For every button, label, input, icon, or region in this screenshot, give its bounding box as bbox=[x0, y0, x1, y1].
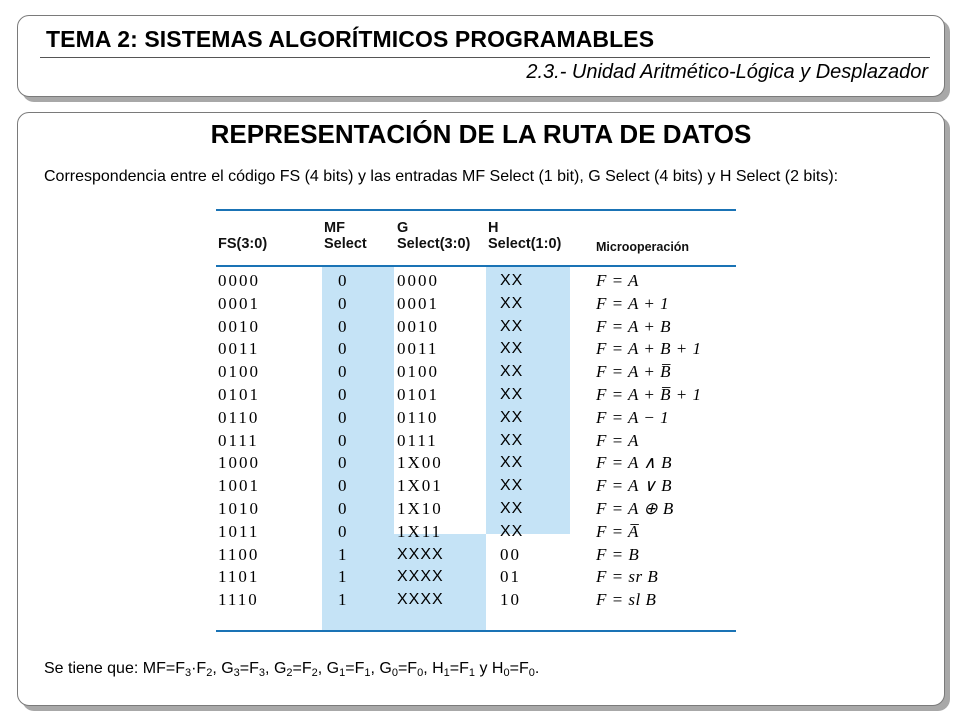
cell-mf: 0 bbox=[338, 521, 349, 541]
cell-mf: 0 bbox=[338, 362, 349, 382]
cell-mf: 0 bbox=[338, 293, 349, 313]
cell-fs: 1010 bbox=[218, 499, 260, 518]
cell-micro: F = A̅ bbox=[596, 521, 639, 541]
header-divider bbox=[40, 57, 930, 58]
cell-fs: 0110 bbox=[218, 407, 260, 427]
cell-fs: 0000 bbox=[218, 271, 260, 290]
cell-fs: 0101 bbox=[218, 385, 260, 404]
cell-h: XX bbox=[500, 294, 524, 312]
cell-h: XX bbox=[500, 522, 524, 540]
cell-fs: 1000 bbox=[218, 453, 260, 473]
cell-g: 0111 bbox=[397, 430, 438, 450]
cell-fs: 0011 bbox=[218, 339, 260, 359]
cell-g: 1X11 bbox=[397, 521, 443, 541]
cell-mf: 0 bbox=[338, 271, 349, 290]
cell-micro: F = A ⊕ B bbox=[596, 499, 674, 518]
cell-fs: 0111 bbox=[218, 430, 259, 450]
slide-title: REPRESENTACIÓN DE LA RUTA DE DATOS bbox=[210, 119, 752, 149]
cell-g: 1X01 bbox=[397, 476, 443, 496]
cell-micro: F = B bbox=[596, 544, 640, 564]
header-mf-select: MF Select bbox=[324, 220, 367, 252]
cell-h: XX bbox=[500, 272, 524, 289]
cell-mf: 0 bbox=[338, 499, 349, 518]
cell-g: XXXX bbox=[397, 568, 444, 586]
cell-micro: F = A bbox=[596, 430, 639, 450]
table-top-rule bbox=[216, 209, 736, 211]
cell-mf: 0 bbox=[338, 476, 349, 496]
intro-text: Correspondencia entre el código FS (4 bits) y las entradas MF Select (1 bit), G Select (4 bits) y H Select (2 bits): bbox=[44, 168, 839, 185]
cell-g: 0011 bbox=[397, 339, 439, 359]
cell-mf: 0 bbox=[338, 316, 349, 336]
cell-micro: F = A + B̅ bbox=[596, 362, 671, 382]
cell-h: 00 bbox=[500, 544, 521, 564]
cell-micro: F = sl B bbox=[596, 590, 657, 610]
control-table bbox=[216, 209, 736, 634]
cell-g: XXXX bbox=[397, 545, 444, 563]
table-header-rule bbox=[216, 265, 736, 267]
cell-h: XX bbox=[500, 363, 524, 381]
header-h-select: H Select(1:0) bbox=[488, 220, 562, 252]
cell-fs: 1001 bbox=[218, 476, 260, 496]
cell-h: 10 bbox=[500, 590, 521, 610]
header-g-select: G Select(3:0) bbox=[397, 220, 471, 252]
cell-g: 0110 bbox=[397, 407, 439, 427]
main-panel bbox=[17, 112, 945, 706]
cell-micro: F = sr B bbox=[596, 567, 659, 587]
cell-mf: 0 bbox=[338, 339, 349, 359]
cell-micro: F = A + B bbox=[596, 316, 671, 336]
cell-h: XX bbox=[500, 340, 524, 358]
cell-h: XX bbox=[500, 477, 524, 495]
course-title: TEMA 2: SISTEMAS ALGORÍTMICOS PROGRAMABLES bbox=[46, 26, 655, 52]
cell-fs: 0010 bbox=[218, 316, 260, 336]
cell-h: XX bbox=[500, 431, 524, 449]
h-column-shade bbox=[486, 266, 570, 534]
cell-h: XX bbox=[500, 408, 524, 426]
cell-g: 1X00 bbox=[397, 453, 443, 473]
cell-micro: F = A ∨ B bbox=[596, 476, 672, 496]
cell-mf: 0 bbox=[338, 385, 349, 404]
section-title: 2.3.- Unidad Aritmético-Lógica y Desplazador bbox=[526, 61, 928, 83]
header-panel bbox=[17, 15, 945, 97]
cell-micro: F = A ∧ B bbox=[596, 453, 672, 473]
cell-micro: F = A bbox=[596, 271, 639, 290]
header-microoperation: Microoperación bbox=[596, 240, 690, 254]
cell-mf: 0 bbox=[338, 407, 349, 427]
header-fs: FS(3:0) bbox=[218, 236, 268, 252]
cell-h: 01 bbox=[500, 567, 521, 587]
cell-g: XXXX bbox=[397, 591, 444, 609]
cell-fs: 1101 bbox=[218, 567, 260, 587]
conclusion-text: Se tiene que: $MF=F_3\cdot F_2$, $G_3=F_3$, $G_2=F_2$, $G_1=F_1$, $G_0=F_0$, $H_1=F_1$ y $H_0=F_0$. bbox=[44, 660, 540, 679]
cell-mf: 0 bbox=[338, 453, 349, 473]
cell-mf: 1 bbox=[338, 590, 349, 610]
cell-g: 1X10 bbox=[397, 499, 443, 518]
cell-g: 0010 bbox=[397, 316, 439, 336]
cell-h: XX bbox=[500, 454, 524, 472]
cell-mf: 0 bbox=[338, 430, 349, 450]
cell-fs: 0001 bbox=[218, 293, 260, 313]
cell-g: 0100 bbox=[397, 362, 439, 382]
cell-fs: 1110 bbox=[218, 590, 259, 610]
cell-fs: 1100 bbox=[218, 544, 260, 564]
cell-mf: 1 bbox=[338, 544, 349, 564]
cell-h: XX bbox=[500, 500, 524, 517]
cell-micro: F = A + 1 bbox=[596, 293, 670, 313]
cell-fs: 1011 bbox=[218, 521, 260, 541]
cell-micro: F = A − 1 bbox=[596, 407, 670, 427]
cell-fs: 0100 bbox=[218, 362, 260, 382]
table-bottom-rule bbox=[216, 630, 736, 632]
cell-mf: 1 bbox=[338, 567, 349, 587]
cell-g: 0000 bbox=[397, 271, 439, 290]
mf-column-shade bbox=[322, 266, 394, 630]
cell-h: XX bbox=[500, 386, 524, 403]
cell-h: XX bbox=[500, 317, 524, 335]
cell-g: 0101 bbox=[397, 385, 439, 404]
cell-g: 0001 bbox=[397, 293, 439, 313]
cell-micro: F = A + B̅ + 1 bbox=[596, 385, 702, 404]
cell-micro: F = A + B + 1 bbox=[596, 339, 702, 359]
